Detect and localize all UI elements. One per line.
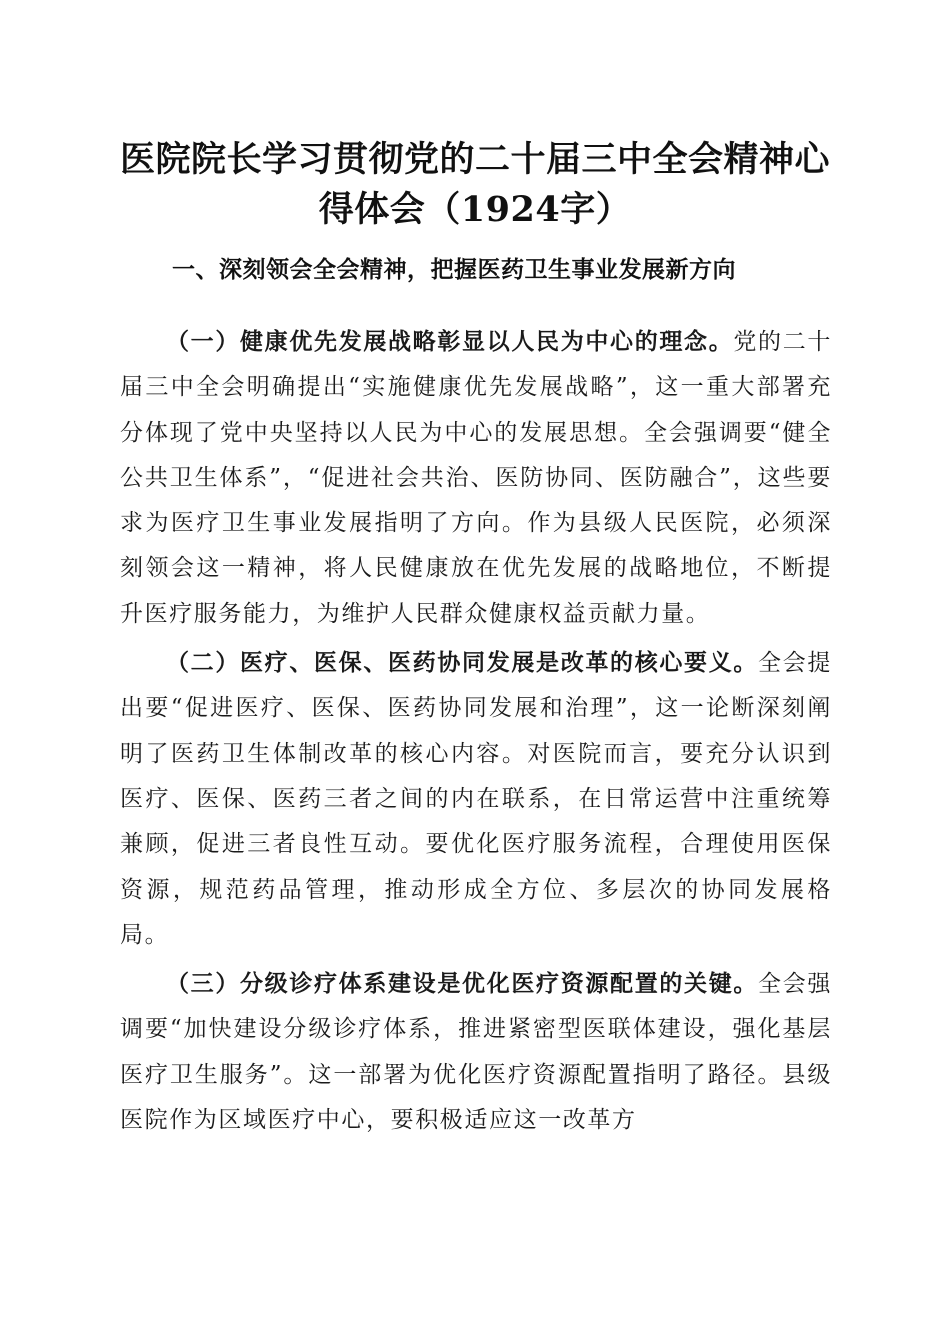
paragraph-lead: （二）医疗、医保、医药协同发展是改革的核心要义。 <box>166 649 759 677</box>
paragraph-body: 全会强调要“加快建设分级诊疗体系，推进紧密型医联体建设，强化基层医疗卫生服务”。这一部署为优化医疗资源配置指明了路径。县级医院作为区域医疗中心，要积极适应这一改革方 <box>120 971 832 1134</box>
paragraph-body: 全会提出要“促进医疗、医保、医药协同发展和治理”，这一论断深刻阐明了医药卫生体制改革的核心内容。对医院而言，要充分认识到医疗、医保、医药三者之间的内在联系，在日常运营中注重统筹兼顾，促进三者良性互动。要优化医疗服务流程，合理使用医保资源，规范药品管理，推动形成全方位、多层次的协同发展格局。 <box>120 650 832 948</box>
document-body <box>120 319 832 1143</box>
paragraph-body: 党的二十届三中全会明确提出“实施健康优先发展战略”，这一重大部署充分体现了党中央坚持以人民为中心的发展思想。全会强调要“健全公共卫生体系”，“促进社会共治、医防协同、医防融合”，这些要求为医疗卫生事业发展指明了方向。作为县级人民医院，必须深刻领会这一精神，将人民健康放在优先发展的战略地位，不断提升医疗服务能力，为维护人民群众健康权益贡献力量。 <box>120 329 832 627</box>
section-heading: 一、深刻领会全会精神，把握医药卫生事业发展新方向 <box>172 257 736 283</box>
paragraph-lead: （一）健康优先发展战略彰显以人民为中心的理念。 <box>166 328 734 355</box>
paragraph <box>120 319 832 637</box>
paragraph-lead: （三）分级诊疗体系建设是优化医疗资源配置的关键。 <box>166 970 759 998</box>
document-title: 医院院长学习贯彻党的二十届三中全会精神心得体会（1924字） <box>119 139 830 230</box>
paragraph <box>120 640 832 958</box>
paragraph <box>120 961 832 1143</box>
